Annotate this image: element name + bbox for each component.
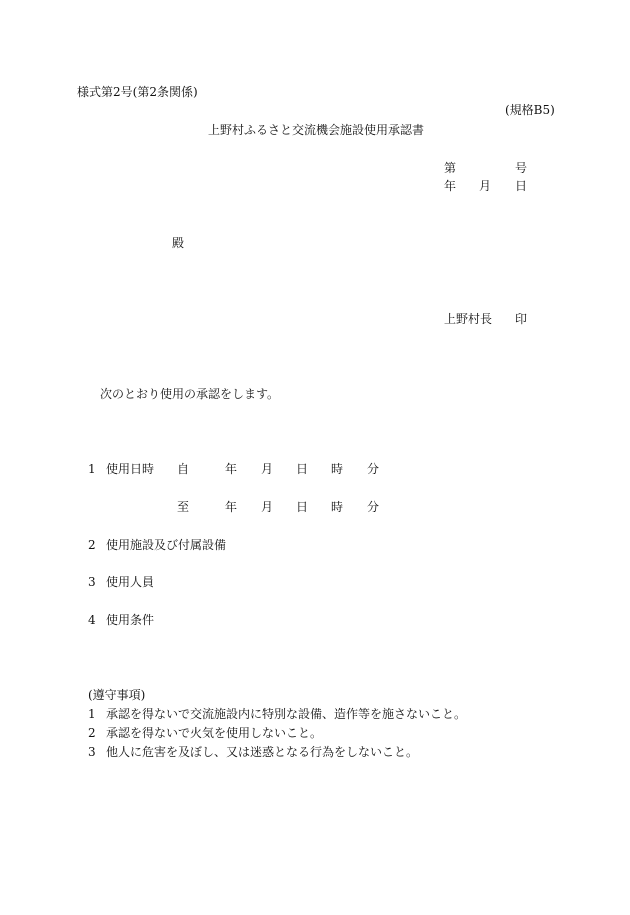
item-label: 使用人員 (106, 575, 155, 589)
addressee-suffix: 殿 (172, 236, 185, 250)
item-number: 3 (88, 575, 96, 589)
datetime-to-year: 年 (225, 500, 238, 514)
datetime-to-label: 至 (177, 500, 190, 514)
rule-number: 2 (88, 726, 96, 740)
document-title: 上野村ふるさと交流機会施設使用承認書 (208, 123, 425, 137)
rule-text: 他人に危害を及ぼし、又は迷惑となる行為をしないこと。 (106, 745, 419, 759)
item-label: 使用施設及び付属設備 (106, 538, 227, 552)
datetime-from-label: 自 (177, 462, 190, 476)
datetime-from-year: 年 (225, 462, 238, 476)
datetime-from-hour: 時 (331, 462, 344, 476)
datetime-to-day: 日 (296, 500, 309, 514)
rule-text: 承認を得ないで交流施設内に特別な設備、造作等を施さないこと。 (106, 707, 467, 721)
rule-text: 承認を得ないで火気を使用しないこと。 (106, 726, 323, 740)
doc-date-year: 年 (444, 179, 457, 193)
doc-number-prefix: 第 (444, 161, 457, 175)
form-label: 様式第2号(第2条関係) (77, 85, 198, 99)
datetime-to-minute: 分 (367, 500, 380, 514)
datetime-from-minute: 分 (367, 462, 380, 476)
doc-number-suffix: 号 (515, 161, 528, 175)
item-label: 使用条件 (106, 613, 155, 627)
item-label: 使用日時 (106, 462, 155, 476)
doc-date-day: 日 (515, 179, 528, 193)
rule-number: 3 (88, 745, 96, 759)
datetime-from-month: 月 (261, 462, 274, 476)
item-number: 2 (88, 538, 96, 552)
datetime-from-day: 日 (296, 462, 309, 476)
rules-heading: (遵守事項) (88, 688, 146, 702)
item-number: 4 (88, 613, 96, 627)
datetime-to-month: 月 (261, 500, 274, 514)
issuer-seal: 印 (515, 312, 528, 326)
item-number: 1 (88, 462, 96, 476)
intro-text: 次のとおり使用の承認をします。 (100, 387, 280, 401)
issuer-name: 上野村長 (444, 312, 493, 326)
doc-date-month: 月 (479, 179, 492, 193)
paper-size-label: (規格B5) (505, 103, 555, 117)
datetime-to-hour: 時 (331, 500, 344, 514)
rule-number: 1 (88, 707, 96, 721)
